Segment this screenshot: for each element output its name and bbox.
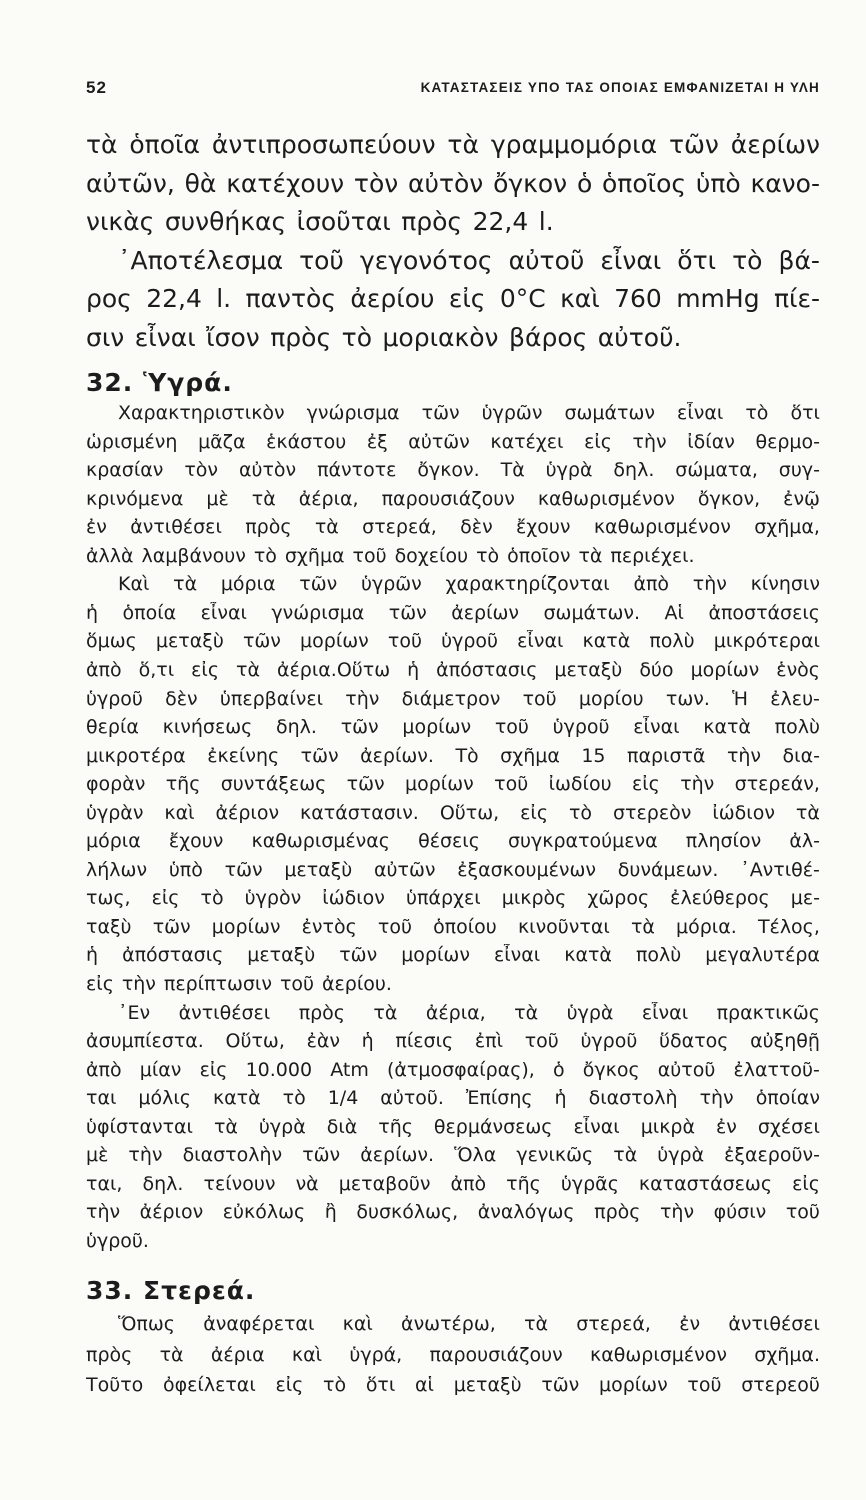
text-line: Ὅπως ἀναφέρεται καὶ ἀνωτέρω, τὰ στερεά, ἐν ἀντιθέσει xyxy=(118,1313,820,1335)
text-line: αὐτῶν, θὰ κατέχουν τὸν αὐτὸν ὄγκον ὁ ὁποῖος ὑπὸ κανο- xyxy=(86,168,820,198)
text-line: ἀσυμπίεστα. Οὕτω, ἐὰν ἡ πίεσις ἐπὶ τοῦ ὑγροῦ ὕδατος αὐξηθῇ xyxy=(86,1030,820,1053)
text-line: Καὶ τὰ μόρια τῶν ὑγρῶν χαρακτηρίζονται ἀπὸ τὴν κίνησιν xyxy=(118,573,820,596)
text-line: ἀπὸ ὅ,τι εἰς τὰ ἀέρια.Οὕτω ἡ ἀπόστασις μεταξὺ δύο μορίων ἑνὸς xyxy=(86,658,820,681)
page-number: 52 xyxy=(86,78,107,97)
text-line: ᾿Εν ἀντιθέσει πρὸς τὰ ἀέρια, τὰ ὑγρὰ εἶναι πρακτικῶς xyxy=(118,1001,820,1024)
text-line: ται μόλις κατὰ τὸ 1/4 αὐτοῦ. Ἐπίσης ἡ διαστολὴ τὴν ὁποίαν xyxy=(86,1087,820,1110)
text-line: ἀπὸ μίαν εἰς 10.000 Atm (ἀτμοσφαίρας), ὁ ὄγκος αὐτοῦ ἐλαττοῦ- xyxy=(86,1058,820,1081)
text-line: ᾿Αποτέλεσμα τοῦ γεγονότος αὐτοῦ εἶναι ὅτι τὸ βά- xyxy=(118,245,820,275)
text-line: ἡ ἀπόστασις μεταξὺ τῶν μορίων εἶναι κατὰ πολὺ μεγαλυτέρα xyxy=(86,944,820,967)
text-line: ὡρισμένη μᾶζα ἑκάστου ἐξ αὐτῶν κατέχει εἰς τὴν ἰδίαν θερμο- xyxy=(86,430,820,453)
text-line: νικὰς συνθήκας ἰσοῦται πρὸς 22,4 l. xyxy=(86,207,554,236)
text-line: φορὰν τῆς συντάξεως τῶν μορίων τοῦ ἰωδίου εἰς τὴν στερεάν, xyxy=(86,773,820,796)
text-line: ρος 22,4 l. παντὸς ἀερίου εἰς 0°C καὶ 760 mmHg πίε- xyxy=(86,284,820,313)
text-line: πρὸς τὰ ἀέρια καὶ ὑγρά, παρουσιάζουν καθωρισμένον σχῆμα. xyxy=(86,1343,820,1366)
text-line: ὅμως μεταξὺ τῶν μορίων τοῦ ὑγροῦ εἶναι κατὰ πολὺ μικρότεραι xyxy=(86,630,820,653)
text-line: ται, δηλ. τείνουν νὰ μεταβοῦν ἀπὸ τῆς ὑγρᾶς καταστάσεως εἰς xyxy=(86,1172,820,1195)
text-line: εἰς τὴν περίπτωσιν τοῦ ἀερίου. xyxy=(86,973,392,995)
text-line: Χαρακτηριστικὸν γνώρισμα τῶν ὑγρῶν σωμάτων εἶναι τὸ ὅτι xyxy=(118,402,820,424)
text-line: τως, εἰς τὸ ὑγρὸν ἰώδιον ὑπάρχει μικρὸς χῶρος ἐλεύθερος με- xyxy=(86,887,820,910)
section-32-heading: 32. Ὑγρά. xyxy=(86,368,233,397)
text-line: μικροτέρα ἐκείνης τῶν ἀερίων. Τὸ σχῆμα 15 παριστᾶ τὴν δια- xyxy=(86,744,820,767)
page-header xyxy=(86,76,820,104)
text-line: Τοῦτο ὀφείλεται εἰς τὸ ὅτι αἱ μεταξὺ τῶν μορίων τοῦ στερεοῦ xyxy=(86,1374,820,1396)
text-line: ὑφίστανται τὰ ὑγρὰ διὰ τῆς θερμάνσεως εἶναι μικρὰ ἐν σχέσει xyxy=(86,1115,820,1138)
text-line: λήλων ὑπὸ τῶν μεταξὺ αὐτῶν ἐξασκουμένων δυνάμεων. ᾿Αντιθέ- xyxy=(86,858,820,881)
text-line: ἡ ὁποία εἶναι γνώρισμα τῶν ἀερίων σωμάτων. Αἱ ἀποστάσεις xyxy=(86,601,820,624)
text-line: θερία κινήσεως δηλ. τῶν μορίων τοῦ ὑγροῦ εἶναι κατὰ πολὺ xyxy=(86,716,820,739)
text-line: μόρια ἔχουν καθωρισμένας θέσεις συγκρατούμενα πλησίον ἀλ- xyxy=(86,830,820,853)
text-line: ὑγροῦ δὲν ὑπερβαίνει τὴν διάμετρον τοῦ μορίου των. Ἡ ἐλευ- xyxy=(86,687,820,710)
text-line: ὑγροῦ. xyxy=(86,1229,149,1252)
text-line: ταξὺ τῶν μορίων ἐντὸς τοῦ ὁποίου κινοῦνται τὰ μόρια. Τέλος, xyxy=(86,915,820,938)
text-line: τὰ ὁποῖα ἀντιπροσωπεύουν τὰ γραμμομόρια τῶν ἀερίων xyxy=(86,130,820,159)
text-line: ἀλλὰ λαμβάνουν τὸ σχῆμα τοῦ δοχείου τὸ ὁποῖον τὰ περιέχει. xyxy=(86,544,695,567)
text-line: μὲ τὴν διαστολὴν τῶν ἀερίων. Ὅλα γενικῶς τὰ ὑγρὰ ἐξαεροῦν- xyxy=(86,1144,820,1167)
text-line: τὴν ἀέριον εὐκόλως ἢ δυσκόλως, ἀναλόγως πρὸς τὴν φύσιν τοῦ xyxy=(86,1201,820,1224)
section-33-heading: 33. Στερεά. xyxy=(86,1276,256,1305)
text-line: σιν εἶναι ἴσον πρὸς τὸ μοριακὸν βάρος αὐτοῦ. xyxy=(86,322,682,352)
text-line: ἐν ἀντιθέσει πρὸς τὰ στερεά, δὲν ἔχουν καθωρισμένον σχῆμα, xyxy=(86,516,820,539)
text-line: κρασίαν τὸν αὐτὸν πάντοτε ὄγκον. Τὰ ὑγρὰ δηλ. σώματα, συγ- xyxy=(86,459,820,482)
text-line: ὑγρὰν καὶ ἀέριον κατάστασιν. Οὕτω, εἰς τὸ στερεὸν ἰώδιον τὰ xyxy=(86,801,820,824)
running-title: ΚΑΤΑΣΤΑΣΕΙΣ ΥΠΟ ΤΑΣ ΟΠΟΙΑΣ ΕΜΦΑΝΙΖΕΤΑΙ Η ΥΛΗ xyxy=(420,80,820,95)
text-line: κρινόμενα μὲ τὰ ἀέρια, παρουσιάζουν καθωρισμένον ὄγκον, ἐνῷ xyxy=(86,487,820,510)
